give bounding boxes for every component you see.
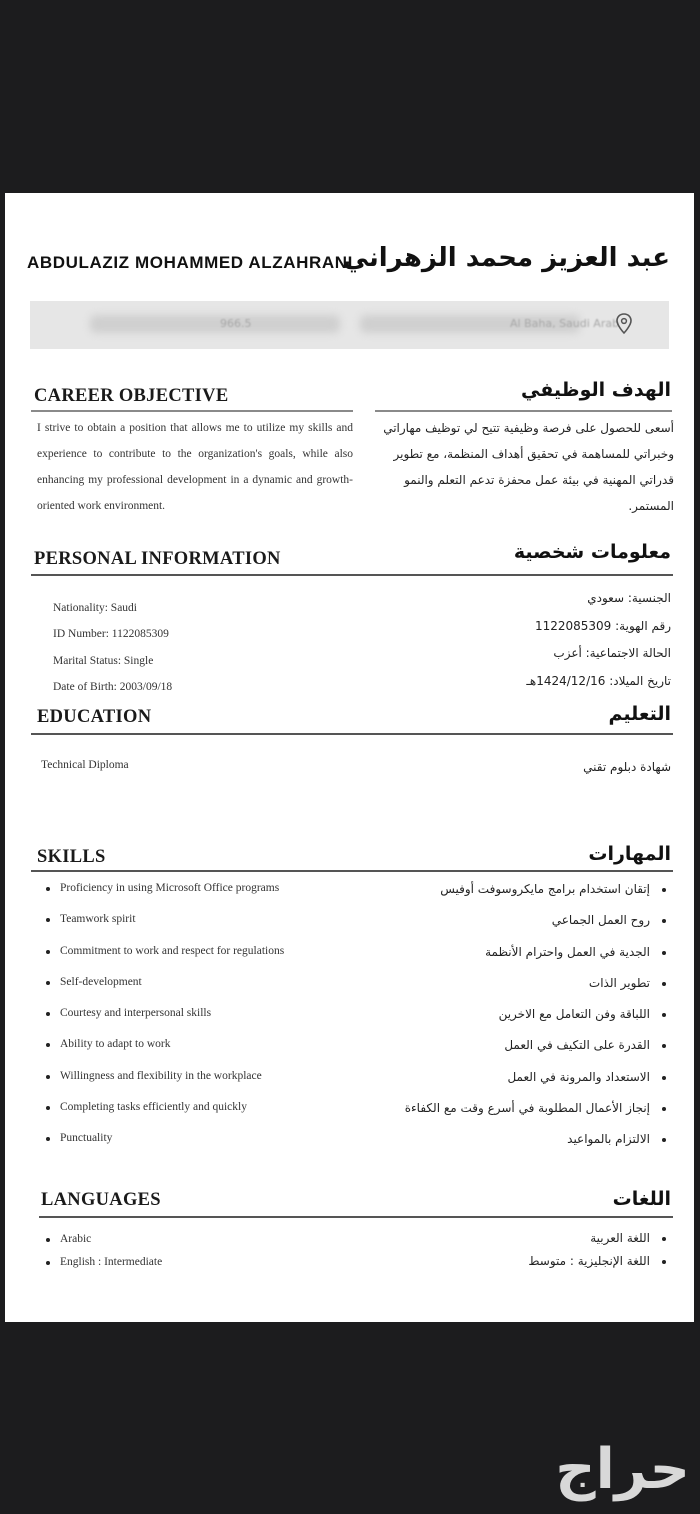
list-item: Completing tasks efficiently and quickly [46,1101,284,1132]
list-item: Ability to adapt to work [46,1038,284,1069]
languages-heading-ar: اللغات [612,1188,671,1210]
id-number-en: ID Number: 1122085309 [53,628,169,640]
divider [31,410,353,412]
site-watermark: حراج [555,1437,690,1502]
list-item: Willingness and flexibility in the workplace [46,1070,284,1101]
list-item: Arabic [46,1233,162,1256]
date-of-birth-ar: تاريخ الميلاد: 1424/12/16هـ [526,674,671,688]
career-objective-heading-ar: الهدف الوظيفي [521,379,671,401]
date-of-birth-en: Date of Birth: 2003/09/18 [53,681,173,693]
career-objective-heading: CAREER OBJECTIVE [34,386,229,406]
name-arabic: عبد العزيز محمد الزهراني [342,243,670,273]
marital-status-ar: الحالة الاجتماعية: أعزب [553,646,671,660]
education-item-ar: شهادة دبلوم تقني [583,760,671,774]
list-item: تطوير الذات [366,976,666,1007]
nationality-ar: الجنسية: سعودي [587,591,671,605]
list-item: Courtesy and interpersonal skills [46,1007,284,1038]
list-item: اللغة الإنجليزية : متوسط [366,1254,666,1277]
list-item: Self-development [46,976,284,1007]
resume-page [5,193,694,1322]
redacted-address-text: Al Baha, Saudi Arab [510,317,620,330]
personal-info-heading: PERSONAL INFORMATION [34,549,281,569]
list-item: Teamwork spirit [46,913,284,944]
list-item: Punctuality [46,1132,284,1163]
list-item: الجدية في العمل واحترام الأنظمة [366,945,666,976]
education-heading: EDUCATION [37,707,152,727]
languages-heading: LANGUAGES [41,1190,161,1210]
location-pin-icon [615,313,633,335]
personal-info-heading-ar: معلومات شخصية [513,541,671,563]
id-number-ar: رقم الهوية: 1122085309 [534,619,671,633]
list-item: اللباقة وفن التعامل مع الاخرين [366,1007,666,1038]
list-item: روح العمل الجماعي [366,913,666,944]
divider [31,733,673,735]
list-item: إتقان استخدام برامج مايكروسوفت أوفيس [366,882,666,913]
redacted-phone-text: 966.5 [220,317,252,330]
name-english: ABDULAZIZ MOHAMMED ALZAHRANI [27,253,353,272]
contact-bar-redacted [30,301,669,349]
list-item: Commitment to work and respect for regulations [46,945,284,976]
skills-heading: SKILLS [37,847,106,867]
redacted-phone [90,315,340,333]
divider [375,410,672,412]
education-heading-ar: التعليم [608,703,671,725]
list-item: English : Intermediate [46,1256,162,1279]
languages-list-en [46,1233,162,1279]
divider [31,870,673,872]
career-objective-text: I strive to obtain a position that allows me to utilize my skills and experience to contribute to the organization's goals, while also enhancing my professional development in a dynamic and growth-oriented work environment. [37,422,353,512]
career-objective-text-ar: أسعى للحصول على فرصة وظيفية تتيح لي توظيف مهاراتي وخبراتي للمساهمة في تحقيق أهداف المنظمة، مع تطوير قدراتي المهنية في بيئة عمل محفزة تدعم التعلم والنمو المستمر. [383,421,674,513]
education-item-en: Technical Diploma [41,759,129,771]
list-item: Proficiency in using Microsoft Office programs [46,882,284,913]
divider [31,574,673,576]
skills-heading-ar: المهارات [588,843,671,865]
languages-list-ar [366,1231,666,1277]
list-item: اللغة العربية [366,1231,666,1254]
nationality-en: Nationality: Saudi [53,602,138,614]
list-item: الاستعداد والمرونة في العمل [366,1070,666,1101]
skills-list-ar [366,882,666,1164]
list-item: إنجاز الأعمال المطلوبة في أسرع وقت مع الكفاءة [366,1101,666,1132]
skills-list-en [46,882,284,1164]
list-item: الالتزام بالمواعيد [366,1132,666,1163]
list-item: القدرة على التكيف في العمل [366,1038,666,1069]
divider [39,1216,673,1218]
marital-status-en: Marital Status: Single [53,655,154,667]
